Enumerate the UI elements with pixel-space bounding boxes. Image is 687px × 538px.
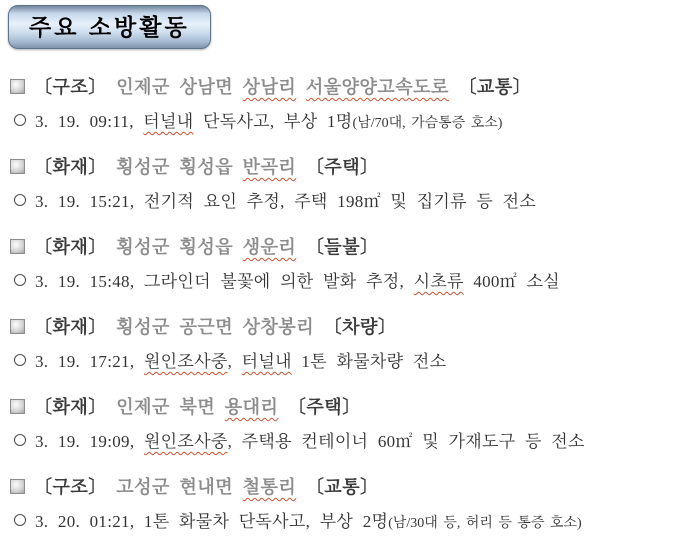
entries.3.detail-segment: 3. 19. 17:21, (35, 352, 144, 371)
incident-detail (14, 188, 687, 216)
incident-header (10, 393, 687, 421)
incident-header (10, 473, 687, 501)
entries.0.header-segment: 〔교통〕 (458, 77, 532, 97)
incident-detail (14, 268, 687, 296)
entries.2.header-segment: 〔들불〕 (305, 237, 379, 257)
section-title-plaque (8, 5, 211, 49)
entries.5.detail-segment: (남/30대 등, 허리 등 통증 호소) (388, 516, 582, 531)
entries.1.header-segment: 〔주택〕 (305, 157, 379, 177)
entries.2.header-segment (296, 237, 306, 257)
entries.1.detail-segment: 3. 19. 15:21, 전기적 요인 추정, 주택 198㎡ 및 집기류 등 전소 (35, 192, 537, 211)
entries.0.detail-segment: 단독사고, 부상 1명 (193, 112, 353, 131)
incident-entry (10, 473, 687, 536)
entries.0.detail-segment: (남/70대, 가슴통증 호소) (352, 116, 503, 131)
incident-entry (10, 153, 687, 216)
incident-header (10, 73, 687, 101)
entries.2.detail-segment: 400㎡ 소실 (463, 272, 561, 291)
square-bullet-icon (10, 319, 25, 334)
circle-bullet-icon (14, 514, 26, 526)
entries.4.detail-segment: 3. 19. 19:09, (35, 432, 144, 451)
incident-entry (10, 73, 687, 136)
square-bullet-icon (10, 79, 25, 94)
entries.2.detail-segment: 3. 19. 15:48, 그라인더 불꽃에 의한 발화 추정, (35, 272, 414, 291)
entries.5.header-segment: 고성군 현내면 (106, 477, 243, 497)
square-bullet-icon (10, 399, 25, 414)
entries.4.header-segment: 용대리 (224, 397, 279, 417)
entries.0.detail-segment: 터널내 (143, 112, 194, 131)
page-title: 주요 소방활동 (29, 14, 190, 40)
entries.0.header-segment: 인제군 상남면 (106, 77, 243, 97)
circle-bullet-icon (14, 354, 26, 366)
incident-detail (14, 508, 687, 536)
entries.5.detail-segment: 3. 20. 01:21, 1톤 화물차 단독사고, 부상 2명 (35, 512, 389, 531)
entries.0.header-segment (296, 77, 306, 97)
incident-detail (14, 108, 687, 136)
circle-bullet-icon (14, 194, 26, 206)
entries.4.detail-segment: 원인조사중 (143, 432, 228, 451)
entries.3.detail-segment: 터널내 (241, 352, 292, 371)
entries.4.header-segment: 〔화재〕 (34, 397, 107, 417)
entries.0.header-segment: 〔구조〕 (34, 77, 107, 97)
entries.1.header-segment: 횡성군 횡성읍 (106, 157, 243, 177)
entries.5.header-segment: 〔교통〕 (305, 477, 379, 497)
entries.5.header-segment: 〔구조〕 (34, 477, 107, 497)
incident-list (10, 73, 687, 536)
circle-bullet-icon (14, 274, 26, 286)
incident-header (10, 233, 687, 261)
entries.1.header-segment: 반곡리 (242, 157, 297, 177)
entries.3.header-segment: 횡성군 공근면 상창봉리 (106, 317, 324, 337)
entries.0.header-segment (449, 77, 459, 97)
entries.3.header-segment: 〔화재〕 (34, 317, 107, 337)
entries.5.header-segment (296, 477, 306, 497)
incident-entry (10, 313, 687, 376)
incident-header (10, 313, 687, 341)
entries.4.header-segment: 〔주택〕 (287, 397, 361, 417)
square-bullet-icon (10, 479, 25, 494)
entries.3.detail-segment: 원인조사중 (143, 352, 228, 371)
entries.5.header-segment: 철통리 (242, 477, 297, 497)
entries.2.header-segment: 횡성군 횡성읍 (106, 237, 243, 257)
entries.4.header-segment: 인제군 북면 (106, 397, 225, 417)
incident-detail (14, 428, 687, 456)
circle-bullet-icon (14, 434, 26, 446)
square-bullet-icon (10, 239, 25, 254)
square-bullet-icon (10, 159, 25, 174)
entries.3.header-segment: 〔차량〕 (323, 317, 397, 337)
incident-header (10, 153, 687, 181)
entries.0.header-segment: 서울양양고속도로 (305, 77, 449, 97)
entries.0.header-segment: 상남리 (242, 77, 297, 97)
entries.1.header-segment (296, 157, 306, 177)
incident-entry (10, 233, 687, 296)
entries.1.header-segment: 〔화재〕 (34, 157, 107, 177)
entries.4.header-segment (278, 397, 288, 417)
incident-detail (14, 348, 687, 376)
entries.4.detail-segment: , 주택용 컨테이너 60㎡ 및 가재도구 등 전소 (227, 432, 585, 451)
entries.2.header-segment: 생운리 (242, 237, 297, 257)
entries.3.detail-segment: 1톤 화물차량 전소 (291, 352, 447, 371)
entries.0.detail-segment: 3. 19. 09:11, (35, 112, 144, 131)
entries.2.detail-segment: 시초류 (413, 272, 464, 291)
circle-bullet-icon (14, 114, 26, 126)
entries.2.header-segment: 〔화재〕 (34, 237, 107, 257)
incident-entry (10, 393, 687, 456)
entries.3.detail-segment: , (227, 352, 242, 371)
